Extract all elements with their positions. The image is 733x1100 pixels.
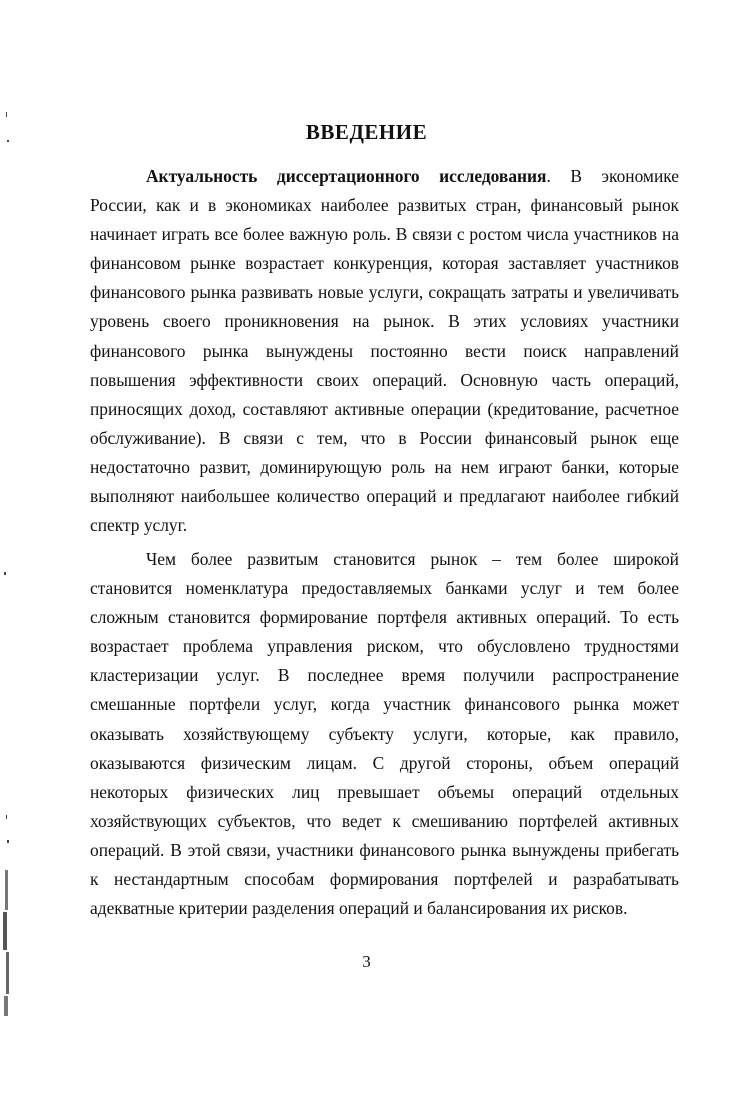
paragraph-body: Чем более развитым становится рынок – тем более широкой становится номенклатура предоставляемых банками услуг и тем более сложным становится формирование портфеля активных операций. То есть возрастает проблема управления риском, что обусловлено трудностями кластеризации услуг. В последнее время получили распространение смешанные портфели услуг, когда участник финансового рынка может оказывать хозяйствующему субъекту услуги, которые, как правило, оказываются физическим лицам. С другой стороны, объем операций некоторых физических лиц превышает объемы операций отдельных хозяйствующих субъектов, что ведет к смешиванию портфелей активных операций. В этой связи, участники финансового рынка вынуждены прибегать к нестандартным способам формирования портфелей и разрабатывать адекватные критерии разделения операций и балансирования их рисков. xyxy=(90,549,679,919)
paragraph-lead: Актуальность диссертационного исследования xyxy=(146,166,547,186)
page-number: 3 xyxy=(362,952,371,971)
paragraph-relevance xyxy=(90,162,679,540)
paragraph-body: . В экономике России, как и в экономиках наиболее развитых стран, финансовый рынок начинает играть все более важную роль. В связи с ростом числа участников на финансовом рынке возрастает конкуренция, которая заставляет участников финансового рынка развивать новые услуги, сокращать затраты и увеличивать уровень своего проникновения на рынок. В этих условиях участники финансового рынка вынуждены постоянно вести поиск направлений повышения эффективности своих операций. Основную часть операций, приносящих доход, составляют активные операции (кредитование, расчетное обслуживание). В связи с тем, что в России финансовый рынок еще недостаточно развит, доминирующую роль на нем играют банки, которые выполняют наибольшее количество операций и предлагают наиболее гибкий спектр услуг. xyxy=(90,166,679,536)
paragraph-market xyxy=(90,545,679,923)
page-title: ВВЕДЕНИЕ xyxy=(305,120,428,144)
scan-edge-artifacts xyxy=(0,0,14,1100)
